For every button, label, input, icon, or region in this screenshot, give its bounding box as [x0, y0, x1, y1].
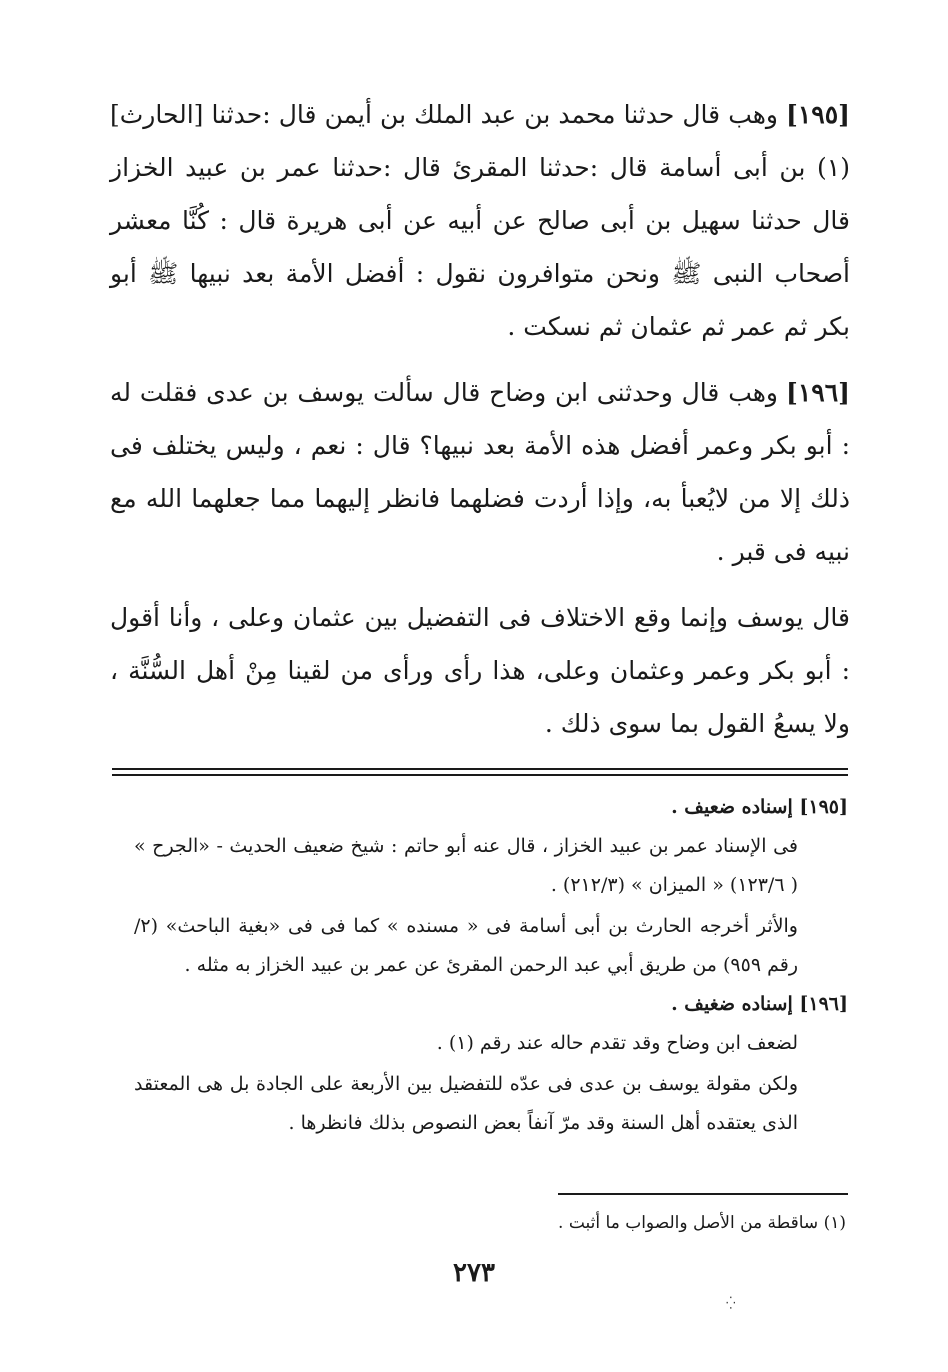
scan-speck-mark: ⁛ [726, 1296, 736, 1310]
paragraph-yusuf [110, 591, 850, 750]
paragraph-text: قال يوسف وإنما وقع الاختلاف فى التفضيل بين عثمان وعلى ، وأنا أقول : أبو بكر وعمر وعثمان وعلى، هذا رأى ورأى من لقينا مِنْ أهل السُّنَّة ، ولا يسعُ القول بما سوى ذلك . [110, 603, 850, 738]
note-196 [112, 985, 848, 1143]
note-heading: [١٩٦] إسناده ضغيف . [671, 993, 848, 1015]
footnote-rule-divider [558, 1193, 848, 1195]
double-rule-divider [112, 768, 848, 776]
note-heading: [١٩٥] إسناده ضعيف . [671, 796, 848, 818]
footnote: (١) ساقطة من الأصل والصواب ما أثبت . [558, 1213, 846, 1233]
note-195 [112, 788, 848, 985]
paragraph-196 [110, 366, 850, 578]
note-body [134, 1024, 798, 1143]
commentary-notes [112, 788, 848, 1143]
paragraph-text: وهب قال وحدثنى ابن وضاح قال سألت يوسف بن عدى فقلت له : أبو بكر وعمر أفضل هذه الأمة بعد نبيها؟ قال : نعم ، وليس يختلف فى ذلك إلا من لايُعبأ به، وإذا أردت فضلهما فانظر إليهما مما جعلهما الله مع نبيه فى قبر . [110, 378, 850, 566]
paragraph-number: [١٩٥] [786, 100, 850, 129]
note-line: فى الإسناد عمر بن عبيد الخزاز ، قال عنه أبو حاتم : شيخ ضعيف الحديث - «الجرح » ( ١٢٣/٦) « الميزان » (٢١٢/٣) . [134, 835, 798, 896]
paragraph-195 [110, 88, 850, 353]
note-line: والأثر أخرجه الحارث بن أبى أسامة فى « مسنده » كما فى فى «بغية الباحث» (٢/ رقم ٩٥٩) من طريق أبي عبد الرحمن المقرئ عن عمر بن عبيد الخزاز به مثله . [134, 915, 798, 976]
note-line: لضعف ابن وضاح وقد تقدم حاله عند رقم (١) . [436, 1032, 798, 1054]
note-line: ولكن مقولة يوسف بن عدى فى عدّه للتفضيل بين الأربعة على الجادة بل هى المعتقد الذى يعتقده أهل السنة وقد مرّ آنفاً بعض النصوص بذلك فانظرها . [134, 1073, 798, 1134]
main-text [110, 88, 850, 750]
note-body [134, 827, 798, 985]
paragraph-number: [١٩٦] [786, 378, 850, 407]
page-number: ٢٧٣ [453, 1258, 495, 1288]
paragraph-text: وهب قال حدثنا محمد بن عبد الملك بن أيمن قال :حدثنا [الحارث] (١) بن أبى أسامة قال :حدثنا المقرئ قال :حدثنا عمر بن عبيد الخزاز قال حدثنا سهيل بن أبى صالح عن أبيه عن أبى هريرة قال : كُنَّا معشر أصحاب النبى ﷺ ونحن متوافرون نقول : أفضل الأمة بعد نبيها ﷺ أبو بكر ثم عمر ثم عثمان ثم نسكت . [110, 100, 850, 341]
